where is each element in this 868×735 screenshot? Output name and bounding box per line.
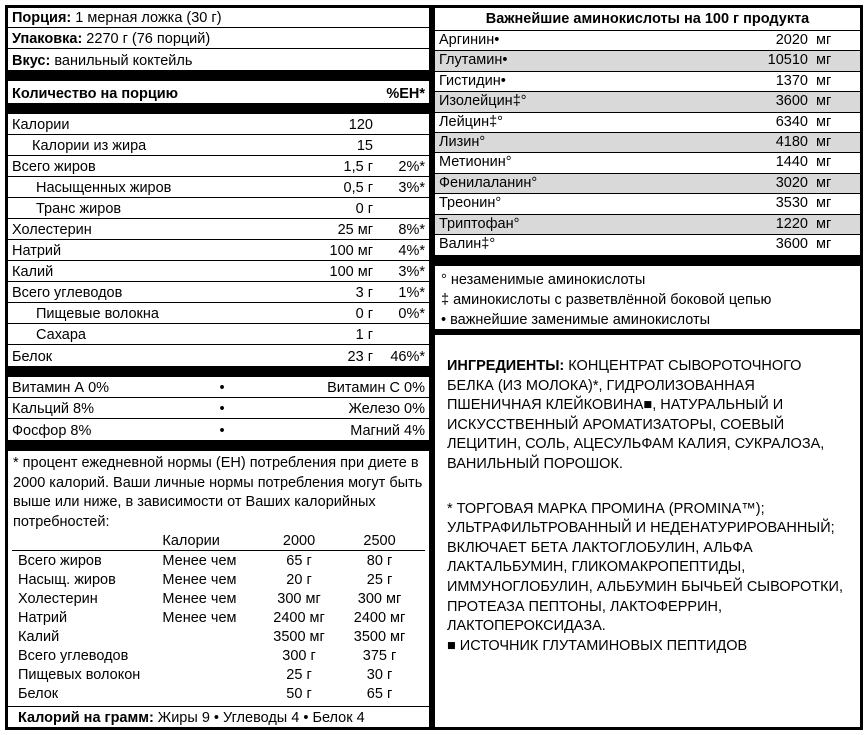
amino-row bbox=[435, 214, 860, 234]
amino-acids-panel bbox=[432, 5, 863, 332]
nutrient-row bbox=[8, 135, 429, 156]
nutrient-amount: 120 bbox=[348, 117, 373, 133]
dv-cell-c3: 300 мг bbox=[277, 591, 321, 607]
nutrient-dv: 3%* bbox=[398, 264, 425, 280]
dv-cell-c3: 50 г bbox=[286, 686, 312, 702]
amino-row bbox=[435, 112, 860, 132]
nutrient-name: Сахара bbox=[36, 327, 86, 343]
pack-row bbox=[8, 28, 429, 49]
nutrient-row bbox=[8, 198, 429, 219]
divider-thick bbox=[8, 440, 429, 451]
dv-row bbox=[8, 570, 429, 589]
vitamin-row bbox=[8, 377, 429, 398]
amino-value: 1220 bbox=[775, 215, 808, 232]
dv-row bbox=[8, 551, 429, 570]
amino-unit: мг bbox=[816, 215, 832, 232]
bullet: • bbox=[219, 401, 225, 417]
portion-row bbox=[8, 8, 429, 28]
amino-name: Лизин° bbox=[439, 133, 486, 150]
divider-thick bbox=[8, 366, 429, 377]
nutrient-name: Всего жиров bbox=[12, 159, 96, 175]
amino-value: 3530 bbox=[775, 195, 808, 212]
amino-unit: мг bbox=[816, 72, 832, 89]
nutrient-amount: 23 г bbox=[347, 349, 373, 365]
vitamin-right: Железо 0% bbox=[348, 401, 425, 417]
nutrition-header bbox=[8, 81, 429, 103]
dv-row bbox=[8, 684, 429, 703]
dv-rows bbox=[8, 551, 429, 703]
nutrient-name: Всего углеводов bbox=[12, 285, 123, 301]
nutrient-dv: 8%* bbox=[398, 222, 425, 238]
nutrient-dv: 2%* bbox=[398, 159, 425, 175]
nutrient-row bbox=[8, 156, 429, 177]
nutrient-dv: 0%* bbox=[398, 306, 425, 322]
amino-value: 3600 bbox=[775, 93, 808, 110]
nutrient-amount: 15 bbox=[356, 138, 373, 154]
amino-value: 3020 bbox=[775, 174, 808, 191]
dv-row bbox=[8, 589, 429, 608]
amino-row bbox=[435, 71, 860, 91]
nutrient-name: Насыщенных жиров bbox=[36, 180, 172, 196]
vitamin-right: Магний 4% bbox=[350, 423, 425, 439]
ingredients-label: ИНГРЕДИЕНТЫ: bbox=[447, 358, 565, 374]
amino-name: Триптофан° bbox=[439, 215, 520, 232]
nutrient-row bbox=[8, 324, 429, 345]
nutrient-name: Калории bbox=[12, 117, 70, 133]
dv-cell-c3: 2400 мг bbox=[273, 610, 325, 626]
amino-row bbox=[435, 50, 860, 70]
nutrient-dv: 46%* bbox=[390, 349, 425, 365]
dv-cell-c1: Белок bbox=[18, 686, 59, 702]
dv-cell-c3: 25 г bbox=[286, 667, 312, 683]
ingredients-list: КОНЦЕНТРАТ СЫВОРОТОЧНОГО БЕЛКА (ИЗ МОЛОКА)*, ГИДРОЛИЗОВАННАЯ ПШЕНИЧНАЯ КЛЕЙКОВИНА■, НАТУРАЛЬНЫЙ И ИСКУССТВЕННЫЙ АРОМАТИЗАТОРЫ, СОЕВЫЙ ЛЕЦИТИН, СОЛЬ, АЦЕСУЛЬФАМ КАЛИЯ, СУКРАЛОЗА, ВАНИЛЬНЫЙ ПОРОШОК. bbox=[447, 358, 825, 472]
nutrient-row bbox=[8, 219, 429, 240]
nutrient-row bbox=[8, 177, 429, 198]
dv-cell-c1: Всего углеводов bbox=[18, 648, 129, 664]
dv-row bbox=[8, 665, 429, 684]
amount-per-serving-header: Количество на порцию bbox=[12, 86, 179, 102]
dv-header-2500: 2500 bbox=[363, 533, 396, 549]
amino-row bbox=[435, 234, 860, 254]
amino-unit: мг bbox=[816, 113, 832, 130]
calories-per-gram bbox=[8, 706, 429, 726]
amino-unit: мг bbox=[816, 93, 832, 110]
nutrient-name: Холестерин bbox=[12, 222, 92, 238]
dv-cell-c3: 20 г bbox=[286, 572, 312, 588]
amino-value: 4180 bbox=[775, 133, 808, 150]
bullet: • bbox=[219, 380, 225, 396]
amino-value: 2020 bbox=[775, 32, 808, 48]
flavor-label: Вкус: bbox=[12, 53, 51, 69]
dv-header-calories: Калории bbox=[162, 533, 220, 549]
nutrient-row bbox=[8, 114, 429, 135]
nutrient-row bbox=[8, 282, 429, 303]
amino-row bbox=[435, 193, 860, 213]
amino-name: Гистидин• bbox=[439, 72, 506, 89]
dv-cell-c1: Калий bbox=[18, 629, 60, 645]
dv-cell-c2: Менее чем bbox=[162, 572, 237, 588]
dv-cell-c4: 3500 мг bbox=[353, 629, 406, 645]
ingredients-panel bbox=[432, 332, 863, 730]
vitamin-row bbox=[8, 398, 429, 419]
amino-legend bbox=[435, 266, 860, 330]
nutrient-amount: 0 г bbox=[355, 201, 373, 217]
nutrient-row bbox=[8, 345, 429, 366]
vitamin-right: Витамин С 0% bbox=[327, 380, 425, 396]
portion-label: Порция: bbox=[12, 10, 72, 26]
dv-cell-c1: Пищевых волокон bbox=[18, 667, 141, 683]
divider-thick bbox=[435, 255, 860, 266]
dv-cell-c3: 65 г bbox=[286, 553, 312, 569]
dv-cell-c4: 30 г bbox=[366, 667, 393, 683]
bullet: • bbox=[219, 423, 225, 439]
nutrient-name: Белок bbox=[12, 349, 53, 365]
flavor-row bbox=[8, 49, 429, 70]
nutrient-name: Транс жиров bbox=[36, 201, 122, 217]
amino-value: 1440 bbox=[775, 154, 808, 171]
legend-item: ° незаменимые аминокислоты bbox=[441, 272, 646, 289]
amino-row bbox=[435, 91, 860, 111]
dv-header-row bbox=[12, 532, 425, 551]
amino-name: Треонин° bbox=[439, 195, 502, 212]
dv-cell-c1: Насыщ. жиров bbox=[18, 572, 116, 588]
amino-name: Метионин° bbox=[439, 154, 512, 171]
nutrient-dv: 1%* bbox=[398, 285, 425, 301]
dv-row bbox=[8, 627, 429, 646]
cal-per-gram-label: Калорий на грамм: bbox=[18, 710, 154, 726]
nutrient-row bbox=[8, 261, 429, 282]
vitamin-left: Витамин А 0% bbox=[12, 380, 110, 396]
amino-name: Аргинин• bbox=[439, 32, 500, 48]
amino-rows bbox=[435, 30, 860, 254]
dv-header-2000: 2000 bbox=[282, 533, 316, 549]
dv-cell-c1: Натрий bbox=[18, 610, 68, 626]
glutamine-note: ■ ИСТОЧНИК ГЛУТАМИНОВЫХ ПЕПТИДОВ bbox=[447, 637, 748, 654]
amino-unit: мг bbox=[816, 235, 832, 252]
vitamin-left: Фосфор 8% bbox=[12, 423, 92, 439]
amino-value: 1370 bbox=[775, 72, 808, 89]
nutrient-dv: 4%* bbox=[398, 243, 425, 259]
dv-cell-c1: Холестерин bbox=[18, 591, 98, 607]
nutrition-table bbox=[8, 81, 429, 451]
amino-row bbox=[435, 173, 860, 193]
dv-cell-c4: 300 мг bbox=[357, 591, 402, 607]
amino-name: Фенилаланин° bbox=[439, 174, 538, 191]
amino-value: 3600 bbox=[775, 235, 808, 252]
amino-unit: мг bbox=[816, 133, 832, 150]
dv-row bbox=[8, 646, 429, 665]
serving-info bbox=[8, 8, 429, 70]
nutrient-name: Пищевые волокна bbox=[36, 306, 159, 322]
pack-value: 2270 г (76 порций) bbox=[82, 31, 211, 47]
dv-cell-c4: 65 г bbox=[366, 686, 393, 702]
nutrient-amount: 3 г bbox=[355, 285, 373, 301]
dv-cell-c1: Всего жиров bbox=[18, 553, 102, 569]
amino-row bbox=[435, 132, 860, 152]
divider-thick bbox=[8, 70, 429, 81]
nutrient-amount: 25 мг bbox=[337, 222, 373, 238]
dv-cell-c2: Менее чем bbox=[162, 610, 237, 626]
divider-thick bbox=[8, 103, 429, 114]
nutrient-row bbox=[8, 303, 429, 324]
pack-label: Упаковка: bbox=[12, 31, 83, 47]
amino-title: Важнейшие аминокислоты на 100 г продукта bbox=[485, 11, 810, 27]
vitamin-left: Кальций 8% bbox=[12, 401, 95, 417]
amino-unit: мг bbox=[816, 174, 832, 191]
dv-cell-c4: 25 г bbox=[366, 572, 393, 588]
dv-cell-c3: 300 г bbox=[282, 648, 316, 664]
amino-name: Глутамин• bbox=[439, 52, 508, 69]
amino-unit: мг bbox=[816, 154, 832, 171]
amino-name: Лейцин‡° bbox=[439, 113, 503, 130]
amino-value: 10510 bbox=[767, 52, 808, 69]
amino-unit: мг bbox=[816, 52, 832, 69]
nutrition-facts-panel bbox=[5, 5, 432, 730]
legend-item: ‡ аминокислоты с разветвлённой боковой цепью bbox=[441, 292, 772, 309]
ingredients-text bbox=[435, 335, 860, 475]
nutrient-row bbox=[8, 240, 429, 261]
nutrient-amount: 0 г bbox=[355, 306, 373, 322]
dv-cell-c2: Менее чем bbox=[162, 591, 237, 607]
amino-unit: мг bbox=[816, 32, 832, 48]
nutrient-name: Калий bbox=[12, 264, 54, 280]
portion-value: 1 мерная ложка (30 г) bbox=[71, 10, 222, 26]
amino-unit: мг bbox=[816, 195, 832, 212]
legend-item: • важнейшие заменимые аминокислоты bbox=[441, 312, 711, 329]
dv-cell-c3: 3500 мг bbox=[273, 629, 325, 645]
dv-cell-c2: Менее чем bbox=[162, 553, 237, 569]
daily-values-table bbox=[8, 532, 429, 703]
dv-footnote: * процент ежедневной нормы (ЕН) потребления при диете в 2000 калорий. Ваши личные нормы потребления могут быть выше или ниже, в зависимости от Ваших калорийных потребностей: bbox=[13, 455, 423, 530]
nutrient-rows bbox=[8, 114, 429, 366]
cal-per-gram-value: Жиры 9 • Углеводы 4 • Белок 4 bbox=[153, 710, 365, 726]
amino-value: 6340 bbox=[775, 113, 808, 130]
nutrient-name: Калории из жира bbox=[32, 138, 147, 154]
nutrient-name: Натрий bbox=[12, 243, 62, 259]
dv-cell-c4: 375 г bbox=[362, 648, 397, 664]
vitamin-row bbox=[8, 419, 429, 440]
amino-row bbox=[435, 30, 860, 50]
nutrient-amount: 100 мг bbox=[329, 243, 373, 259]
amino-row bbox=[435, 152, 860, 172]
nutrient-amount: 100 мг bbox=[329, 264, 373, 280]
dv-cell-c4: 80 г bbox=[366, 553, 393, 569]
nutrient-amount: 0,5 г bbox=[343, 180, 373, 196]
trademark-note: * ТОРГОВАЯ МАРКА ПРОМИНА (PROMINA™); УЛЬТРАФИЛЬТРОВАННЫЙ И НЕДЕНАТУРИРОВАННЫЙ; ВКЛЮЧАЕТ БЕТА ЛАКТОГЛОБУЛИН, АЛЬФА ЛАКТАЛЬБУМИН, ГЛИКОМАКРОПЕПТИДЫ, ИММУНОГЛОБУЛИН, АЛЬБУМИН БЫЧЬЕЙ СЫВОРОТКИ, ПРОТЕАЗА ПЕПТОНЫ, ЛАКТОФЕРРИН, ЛАКТОПЕРОКСИДАЗА. bbox=[447, 500, 843, 635]
dv-cell-c4: 2400 мг bbox=[353, 610, 406, 626]
dv-header: %ЕН* bbox=[386, 86, 425, 102]
dv-row bbox=[8, 608, 429, 627]
nutrient-amount: 1,5 г bbox=[343, 159, 373, 175]
amino-name: Изолейцин‡° bbox=[439, 93, 527, 110]
nutrient-dv: 3%* bbox=[398, 180, 425, 196]
flavor-value: ванильный коктейль bbox=[50, 53, 193, 69]
amino-name: Валин‡° bbox=[439, 235, 496, 252]
vitamin-rows bbox=[8, 377, 429, 440]
nutrient-amount: 1 г bbox=[355, 327, 373, 343]
